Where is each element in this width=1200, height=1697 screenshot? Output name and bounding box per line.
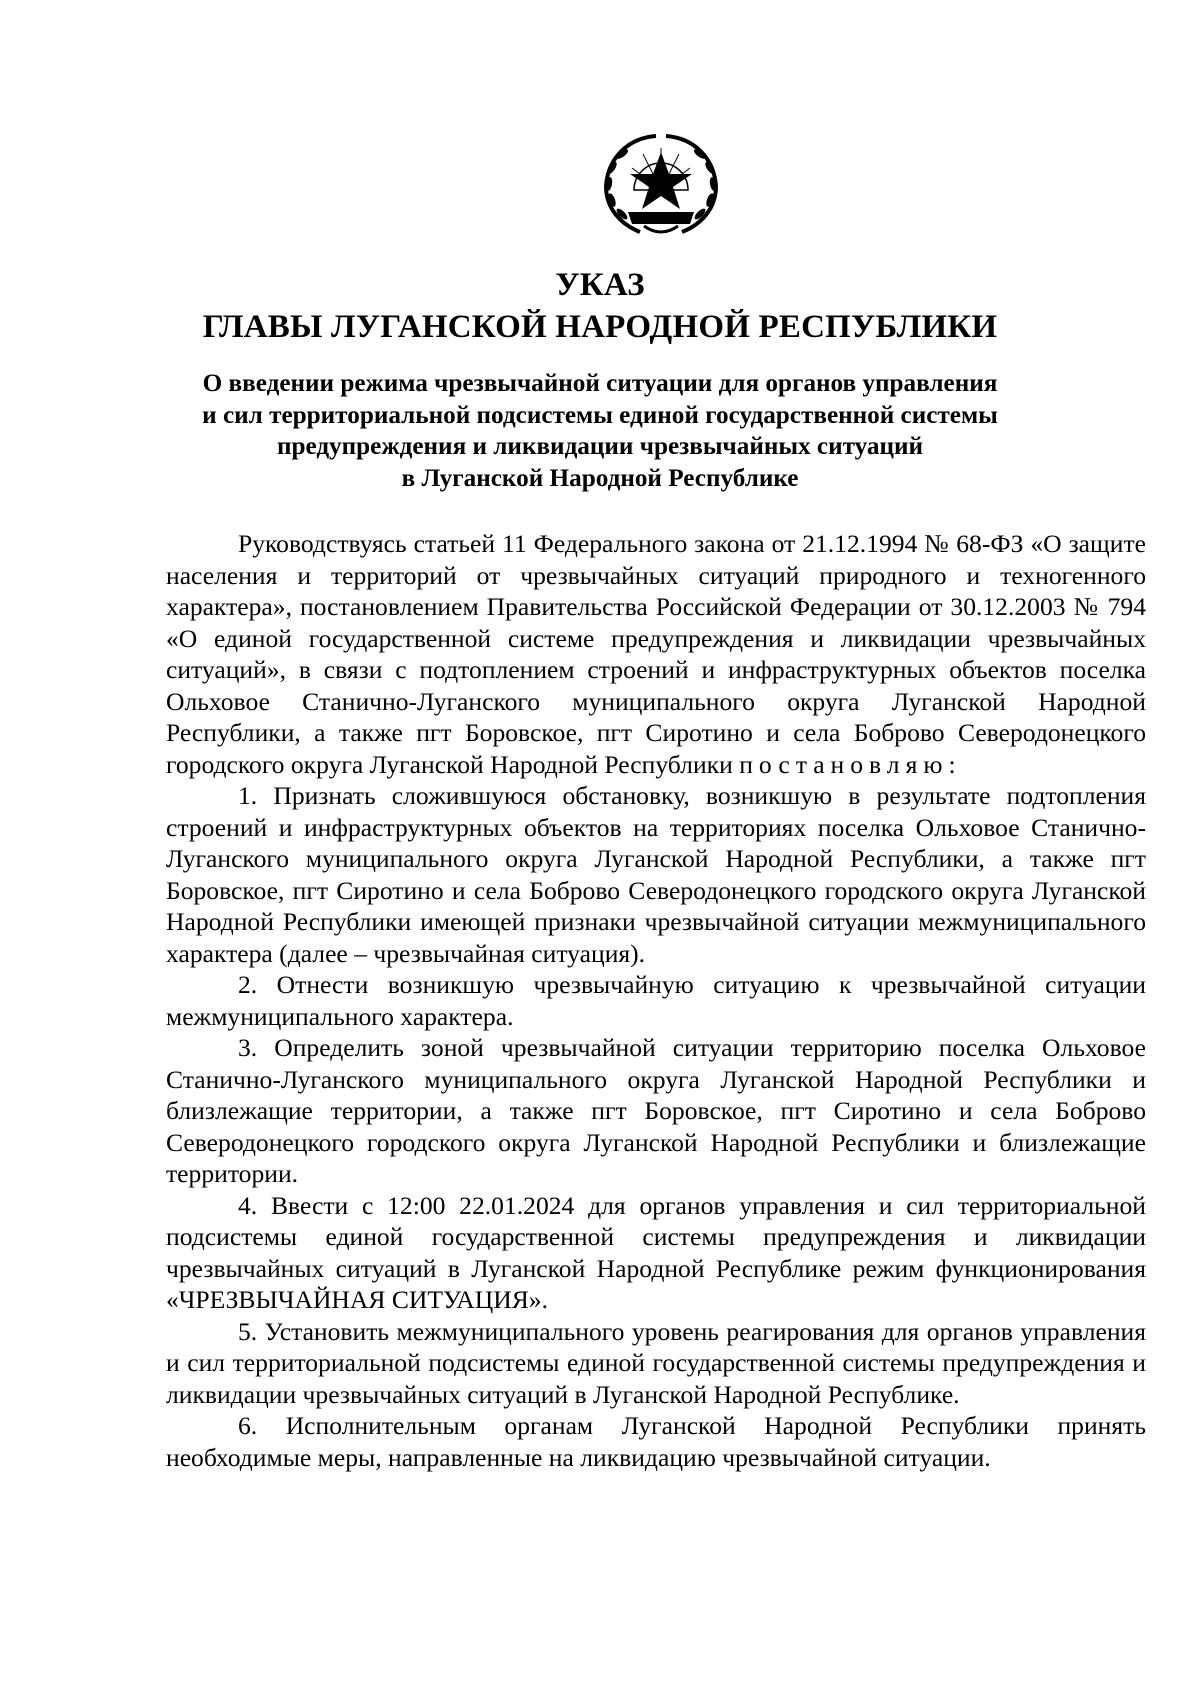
document-body xyxy=(166,528,1146,1473)
item-paragraph: 4. Ввести с 12:00 22.01.2024 для органов управления и сил территориальной подсистемы единой государственной системы предупреждения и ликвидации чрезвычайных ситуаций в Луганской Народной Республике режим функционирования «ЧРЕЗВЫЧАЙНАЯ СИТУАЦИЯ». xyxy=(166,1190,1146,1314)
preamble-text: Руководствуясь статьей 11 Федерального закона от 21.12.1994 № 68-ФЗ «О защите населения и территорий от чрезвычайных ситуаций природного и техногенного характера», постановлением Правительства Российской Федерации от 30.12.2003 № 794 «О единой государственной системе предупреждения и ликвидации чрезвычайных ситуаций», в связи с подтоплением строений и инфраструктурных объектов поселка Ольховое Станично-Луганского муниципального округа Луганской Народной Республики, а также пгт Боровское, пгт Сиротино и села Боброво Северодонецкого городского округа Луганской Народной Республики xyxy=(166,529,1146,779)
item-paragraph: 5. Установить межмуниципального уровень реагирования для органов управления и сил территориальной подсистемы единой государственной системы предупреждения и ликвидации чрезвычайных ситуаций в Луганской Народной Республике. xyxy=(166,1316,1146,1409)
item-paragraph: 3. Определить зоной чрезвычайной ситуации территорию поселка Ольховое Станично-Луганского муниципального округа Луганской Народной Республики и близлежащие территории, а также пгт Боровское, пгт Сиротино и села Боброво Северодонецкого городского округа Луганской Народной Республики и близлежащие территории. xyxy=(166,1033,1146,1188)
state-emblem-icon xyxy=(598,128,724,238)
subject-line: предупреждения и ликвидации чрезвычайных ситуаций xyxy=(276,433,924,460)
decree-word: постановляю: xyxy=(739,749,962,779)
item-paragraph: 1. Признать сложившуюся обстановку, возникшую в результате подтопления строений и инфраструктурных объектов на территориях поселка Ольховое Станично-Луганского муниципального округа Луганской Народной Республики, а также пгт Боровское, пгт Сиротино и села Боброво Северодонецкого городского округа Луганской Народной Республики имеющей признаки чрезвычайной ситуации межмуниципального характера (далее – чрезвычайная ситуация). xyxy=(166,781,1146,968)
document-issuer: ГЛАВЫ ЛУГАНСКОЙ НАРОДНОЙ РЕСПУБЛИКИ xyxy=(202,309,998,345)
document-subject xyxy=(140,368,1060,494)
preamble-paragraph xyxy=(166,528,1146,780)
subject-line: и сил территориальной подсистемы единой государственной системы xyxy=(202,401,998,429)
item-paragraph: 2. Отнести возникшую чрезвычайную ситуацию к чрезвычайной ситуации межмуниципального характера. xyxy=(166,970,1146,1031)
item-paragraph: 6. Исполнительным органам Луганской Народной Республики принять необходимые меры, направленные на ликвидацию чрезвычайной ситуации. xyxy=(166,1411,1146,1472)
document-title: УКАЗ xyxy=(555,267,645,303)
subject-line: в Луганской Народной Республике xyxy=(401,464,799,492)
subject-line: О введении режима чрезвычайной ситуации для органов управления xyxy=(202,370,998,397)
